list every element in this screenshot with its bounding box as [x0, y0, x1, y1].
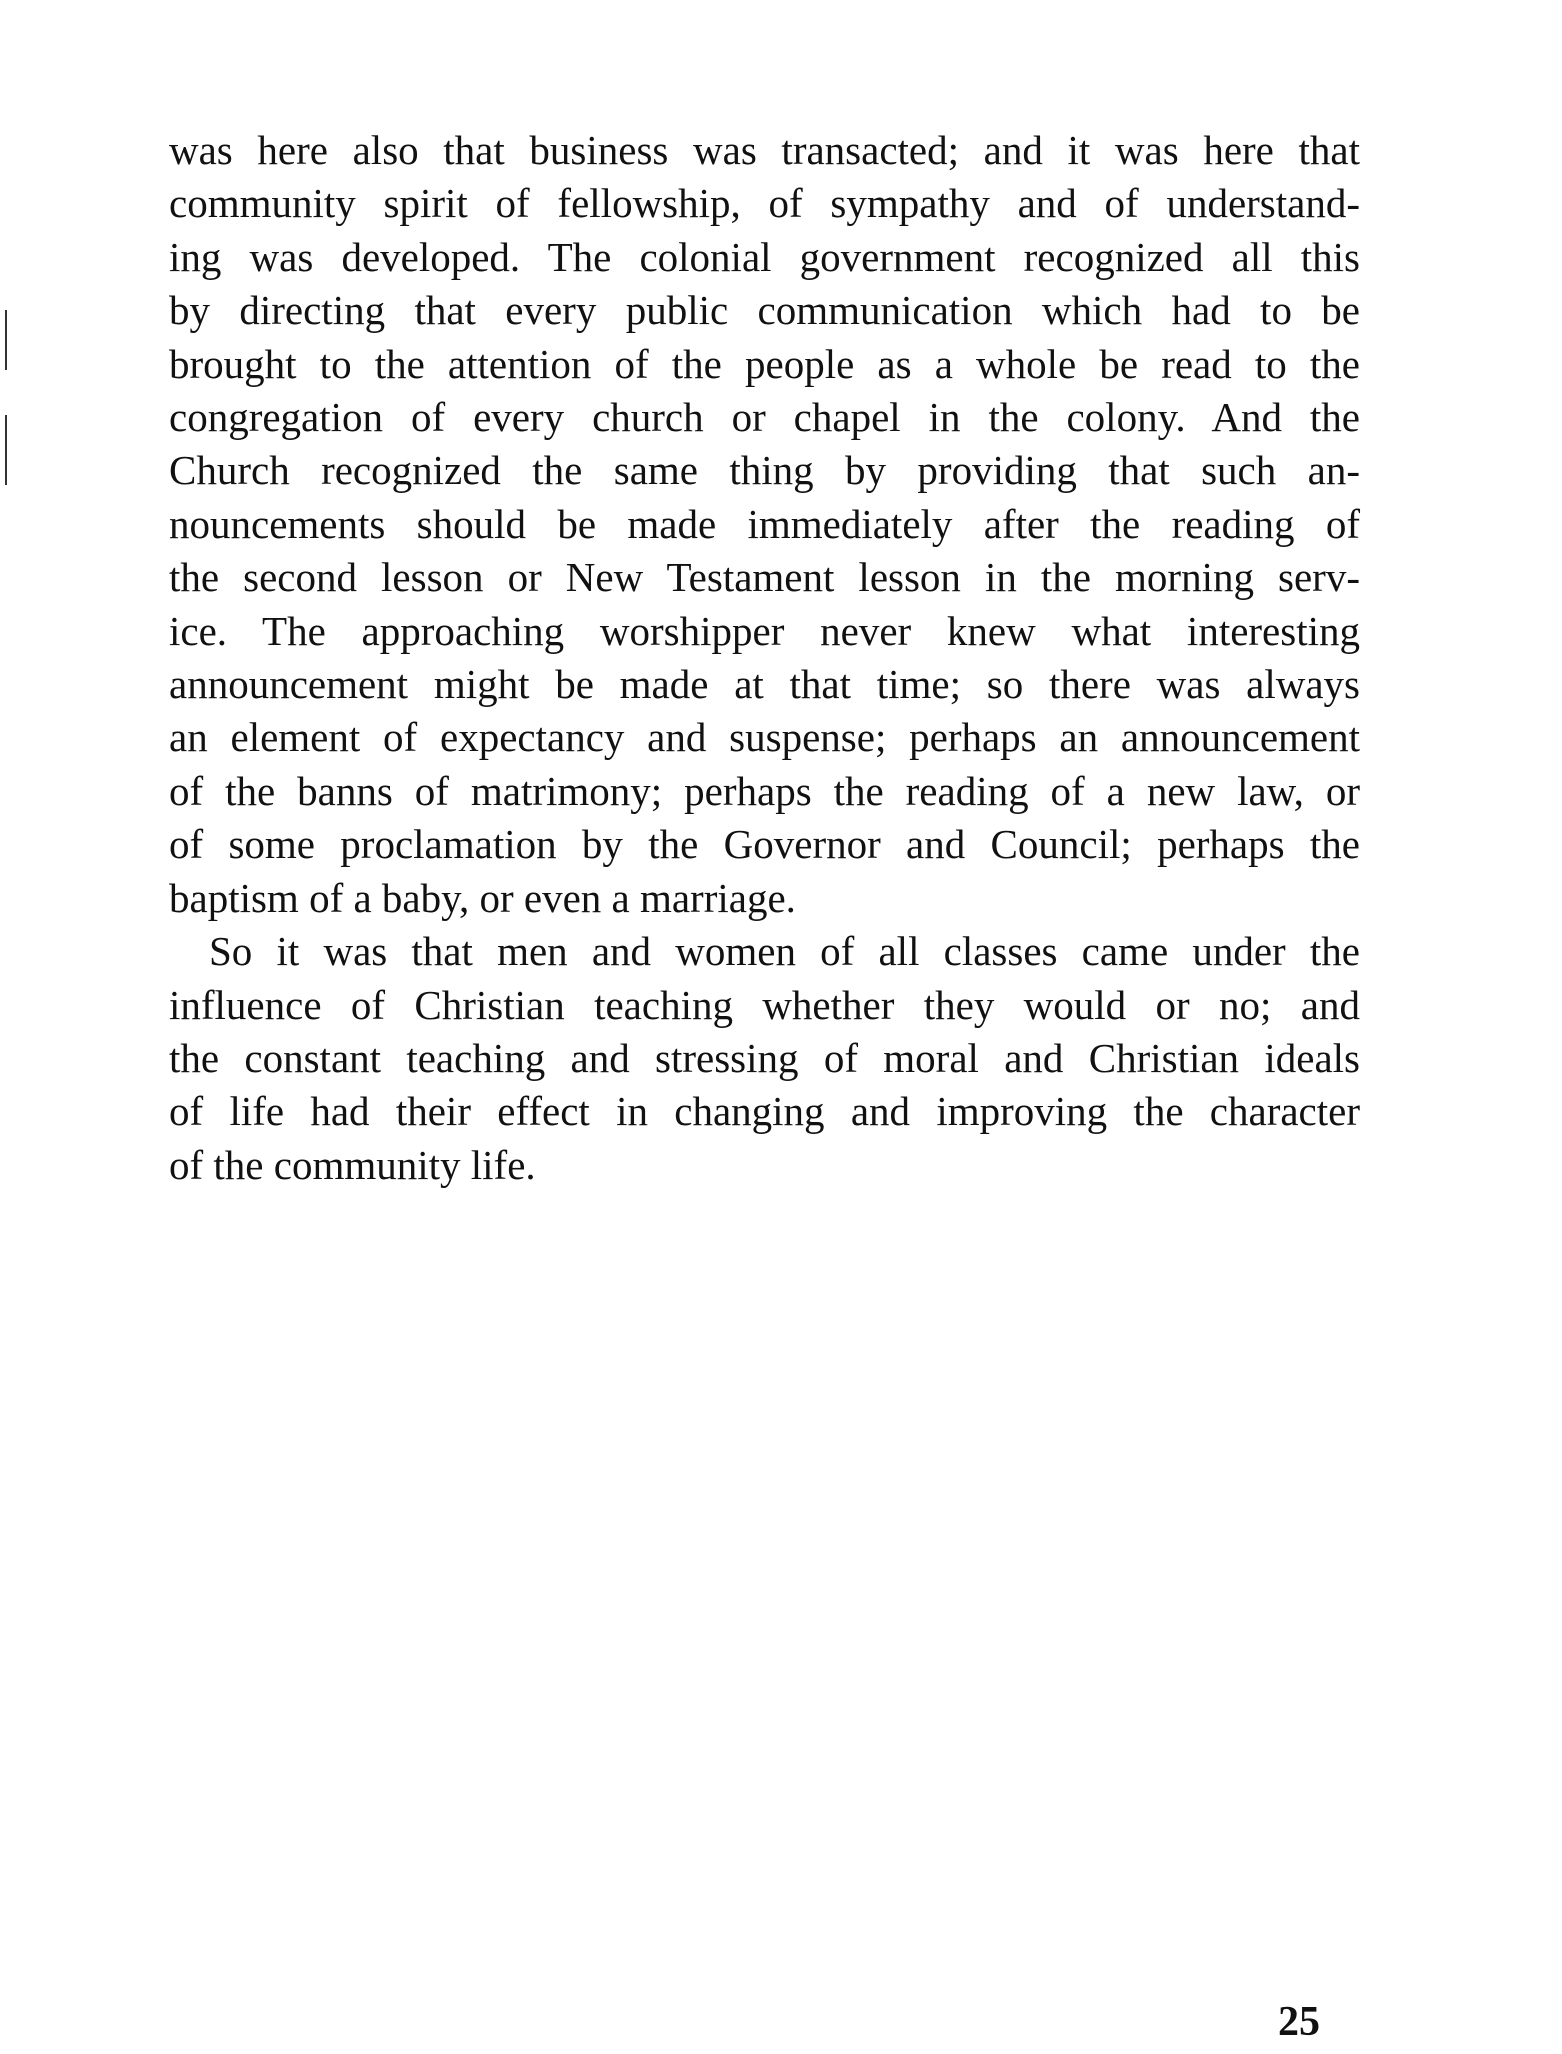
text-line: baptism of a baby, or even a marriage.	[169, 874, 796, 921]
text-line: of the banns of matrimony; perhaps the reading of a new law, or	[169, 767, 1360, 814]
scan-margin-mark	[5, 415, 7, 485]
text-line: of some proclamation by the Governor and Council; perhaps the	[169, 821, 1360, 868]
text-line: influence of Christian teaching whether they would or no; and	[169, 981, 1360, 1028]
text-line: of life had their effect in changing and improving the character	[169, 1088, 1360, 1135]
text-line: ing was developed. The colonial government recognized all this	[169, 233, 1360, 280]
text-line: brought to the attention of the people as a whole be read to the	[169, 340, 1360, 387]
text-line: was here also that business was transacted; and it was here that	[169, 127, 1360, 173]
text-line: So it was that men and women of all classes came under the	[209, 928, 1360, 975]
text-line: by directing that every public communication which had to be	[169, 287, 1360, 334]
text-line: the constant teaching and stressing of moral and Christian ideals	[169, 1034, 1360, 1081]
page-number: 25	[1278, 1999, 1320, 2045]
scan-margin-mark	[5, 310, 7, 370]
text-line: ice. The approaching worshipper never knew what interesting	[169, 607, 1360, 654]
text-line: of the community life.	[169, 1141, 536, 1188]
text-line: congregation of every church or chapel in the colony. And the	[169, 394, 1360, 441]
paragraph-1	[169, 124, 1360, 925]
text-line: the second lesson or New Testament lesson in the morning serv-	[169, 554, 1360, 601]
text-line: announcement might be made at that time; so there was always	[169, 661, 1360, 708]
text-line: Church recognized the same thing by providing that such an-	[169, 447, 1360, 494]
body-text	[169, 124, 1360, 1192]
text-line: community spirit of fellowship, of sympathy and of understand-	[169, 180, 1360, 227]
paragraph-2	[169, 925, 1360, 1192]
text-line: an element of expectancy and suspense; perhaps an announcement	[169, 714, 1360, 761]
text-line: nouncements should be made immediately after the reading of	[169, 500, 1360, 547]
